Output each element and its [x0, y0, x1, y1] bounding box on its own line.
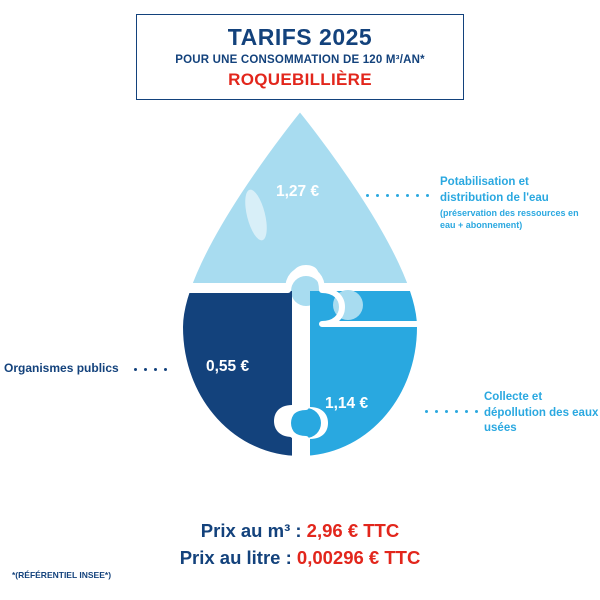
price-per-litre [0, 545, 600, 572]
segment-label-left: 0,55 € [206, 358, 250, 375]
header-box [136, 14, 464, 100]
callout-top-note: (préservation des ressources en eau + abonnement) [440, 208, 579, 230]
header-subtitle: POUR UNE CONSOMMATION DE 120 M³/AN* [175, 54, 425, 67]
price-per-litre-label: Prix au litre : [179, 546, 297, 568]
leader-dots-right [425, 410, 481, 412]
segment-label-top: 1,27 € [276, 183, 320, 200]
price-per-m3-value: 2,96 € TTC [306, 520, 400, 541]
segment-label-right: 1,14 € [325, 395, 369, 412]
callout-left-title: Organismes publics [4, 361, 119, 375]
footnote: *(RÉFÉRENTIEL INSEE*) [12, 570, 112, 580]
price-per-litre-value: 0,00296 € TTC [296, 546, 421, 568]
price-per-m3-label: Prix au m³ : [200, 520, 307, 541]
leader-dots-top [366, 194, 436, 196]
page-title: TARIFS 2025 [227, 24, 373, 50]
callout-top-title: Potabilisation et distribution de l'eau [440, 176, 549, 204]
drop-svg [170, 105, 430, 465]
callout-collecte [484, 390, 599, 437]
callout-potabilisation [440, 175, 590, 231]
drop-piece-right[interactable] [310, 291, 430, 465]
price-per-m3 [0, 518, 600, 545]
callout-organismes-publics [4, 360, 130, 376]
leader-dots-left [134, 368, 174, 370]
price-summary [0, 518, 600, 572]
callout-right-title: Collecte et dépollution des eaux usées [484, 391, 599, 435]
header-city: ROQUEBILLIÈRE [228, 70, 372, 90]
drop-piece-left[interactable] [170, 291, 292, 465]
water-drop-diagram [170, 105, 430, 465]
